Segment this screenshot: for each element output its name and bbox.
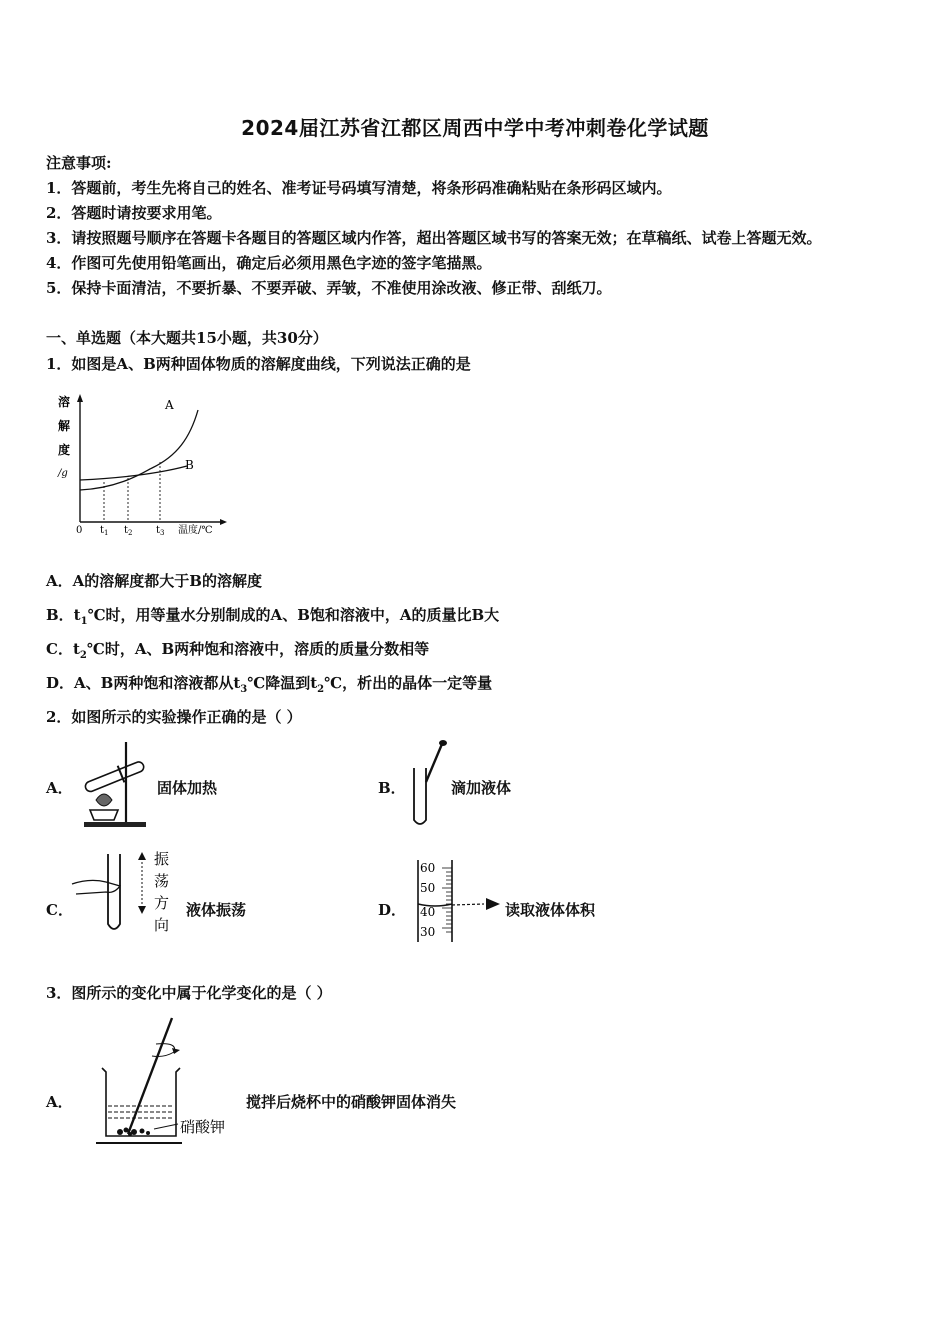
q2-solid-heating-figure <box>74 738 154 832</box>
q3-option-a-label: 搅拌后烧杯中的硝酸钾固体消失 <box>246 1093 457 1111</box>
scale-40: 40 <box>420 905 436 919</box>
q3-stem: 3．图所示的变化中属于化学变化的是（ ） <box>46 984 332 1002</box>
origin-label: 0 <box>76 525 83 536</box>
notice-item-5: 5．保持卡面清洁，不要折暴、不要弄破、弄皱，不准使用涂改液、修正带、刮纸刀。 <box>46 279 612 297</box>
y-axis-arrow <box>77 394 83 402</box>
tick-t1: $t_1$ <box>100 525 109 537</box>
q2-option-b-letter: B． <box>378 779 406 797</box>
notice-item-2: 2．答题时请按要求用笔。 <box>46 204 222 222</box>
q2-option-c-letter: C． <box>46 901 73 919</box>
eye-icon <box>486 898 500 910</box>
stir-arrow-head <box>172 1048 180 1054</box>
q1-option-a: A．A的溶解度都大于B的溶解度 <box>46 572 262 590</box>
shake-text-1: 振 <box>154 850 170 868</box>
shake-text-3: 方 <box>154 894 170 912</box>
test-tube <box>414 768 426 824</box>
shake-text-4: 向 <box>154 916 170 934</box>
q2-option-c-label: 液体振荡 <box>186 901 247 919</box>
curve-a-label: A <box>165 398 174 412</box>
dropper-tube <box>426 744 442 782</box>
flame-icon <box>96 794 112 806</box>
hand-icon <box>72 880 120 894</box>
sight-line <box>452 904 484 905</box>
notice-heading: 注意事项: <box>46 154 112 172</box>
curve-b-label: B <box>185 458 194 472</box>
q2-stem: 2．如图所示的实验操作正确的是（ ） <box>46 708 302 726</box>
q2-option-a-letter: A． <box>46 779 73 797</box>
potassium-nitrate-solid <box>117 1128 150 1137</box>
curve-a <box>80 410 198 490</box>
section-heading: 一、单选题（本大题共15小题，共30分） <box>46 329 328 347</box>
q2-cylinder-figure <box>404 856 514 946</box>
iron-stand-base <box>84 822 146 827</box>
q2-option-a-label: 固体加热 <box>157 779 218 797</box>
notice-item-3: 3．请按照题号顺序在答题卡各题目的答题区域内作答，超出答题区域书写的答案无效；在草稿纸、试卷上答题无效。 <box>46 229 822 247</box>
test-tube-tilted <box>82 757 146 797</box>
page-title: 2024届江苏省江都区周西中学中考冲刺卷化学试题 <box>241 116 709 140</box>
ylabel-char-3: 度 <box>58 443 71 457</box>
q2-option-b-label: 滴加液体 <box>451 779 512 797</box>
alcohol-lamp <box>90 810 118 820</box>
scale-60: 60 <box>420 861 436 875</box>
tick-t3: $t_3$ <box>156 525 165 537</box>
q1-stem: 1．如图是A、B两种固体物质的溶解度曲线，下列说法正确的是 <box>46 355 471 373</box>
q1-option-b: B．$t_1℃$时，用等量水分别制成的A、B饱和溶液中，A的质量比B大 <box>46 606 500 627</box>
scale-50: 50 <box>420 881 436 895</box>
shake-text-2: 荡 <box>154 872 170 890</box>
q2-shaking-figure <box>70 848 180 936</box>
ylabel-unit: /g <box>58 468 68 479</box>
notice-item-1: 1．答题前，考生先将自己的姓名、准考证号码填写清楚，将条形码准确粘贴在条形码区域内。 <box>46 179 672 197</box>
notice-item-4: 4．作图可先使用铅笔画出，确定后必须用黑色字迹的签字笔描黑。 <box>46 254 492 272</box>
arrow-up-icon <box>138 852 146 860</box>
arrow-down-icon <box>138 906 146 914</box>
xlabel: 温度/℃ <box>178 525 213 536</box>
q2-dropper-figure <box>404 738 454 830</box>
ylabel-char-2: 解 <box>58 419 71 433</box>
tick-t2: $t_2$ <box>124 525 133 537</box>
dropper-bulb <box>439 740 447 746</box>
cylinder-scale-ticks <box>442 868 452 932</box>
q2-option-d-label: 读取液体体积 <box>505 901 596 919</box>
label-pointer <box>154 1124 178 1129</box>
q3-beaker-figure <box>94 1014 244 1148</box>
q1-option-c: C．$t_2℃$时，A、B两种饱和溶液中，溶质的质量分数相等 <box>46 640 430 661</box>
potassium-nitrate-label: 硝酸钾 <box>180 1118 226 1136</box>
q3-option-a-letter: A． <box>46 1093 73 1111</box>
scale-30: 30 <box>420 925 436 939</box>
ylabel-char-1: 溶 <box>58 395 71 409</box>
stir-arrow <box>152 1044 175 1057</box>
q2-option-d-letter: D． <box>378 901 407 919</box>
x-axis-arrow <box>220 519 227 525</box>
beaker-liquid <box>108 1106 174 1118</box>
q1-solubility-figure <box>52 390 232 540</box>
q1-option-d: D．A、B两种饱和溶液都从$t_3℃$降温到$t_2℃$，析出的晶体一定等量 <box>46 674 493 695</box>
glass-rod <box>128 1018 172 1134</box>
